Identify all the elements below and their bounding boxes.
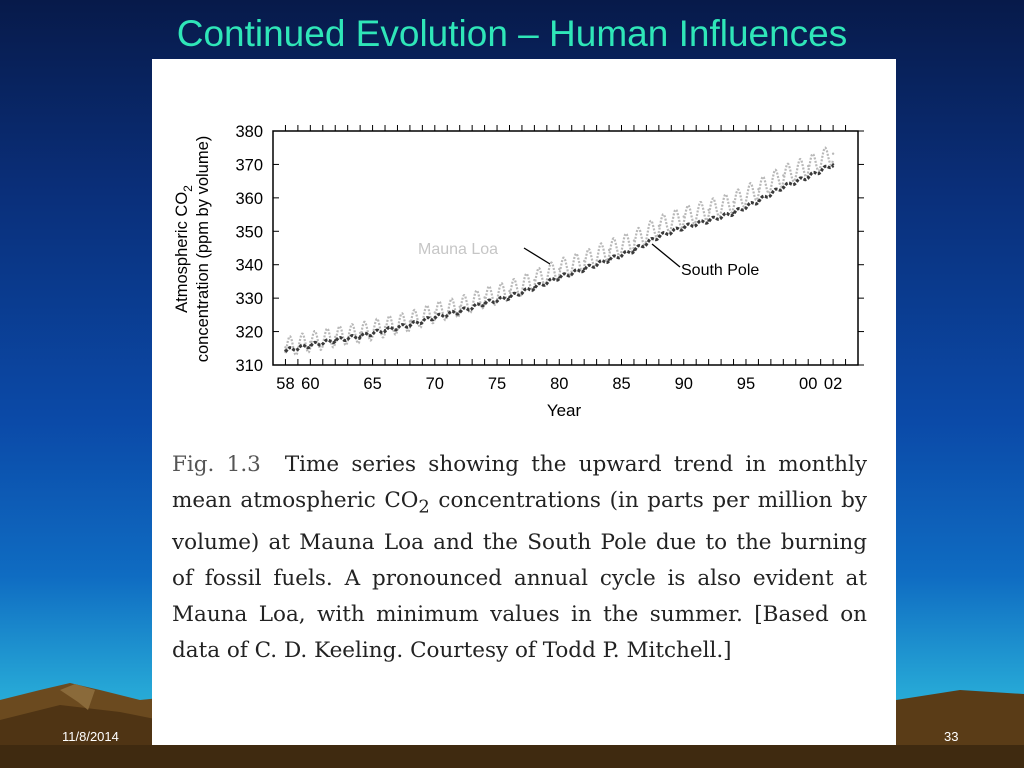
caption-text-part2: concentrations (in parts per million by volume) at Mauna Loa and the South Pole due to the burning of fossil fuels. A pronounced annual cycle is also evident at Mauna Loa, with minimum values in the summer. [Based on data of C. D. Keeling. Courtesy of Todd P. Mitchell.] <box>172 488 867 664</box>
series-point <box>732 201 734 203</box>
series-point <box>459 306 461 308</box>
series-point <box>359 335 361 337</box>
y-tick-label: 330 <box>235 290 263 309</box>
series-point <box>533 286 535 288</box>
footer-date: 11/8/2014 <box>62 729 119 744</box>
series-point <box>384 329 386 331</box>
footer-page-number: 33 <box>944 729 959 744</box>
series-point <box>334 339 336 341</box>
caption-text-part1: Time series showing the upward trend in monthly mean atmospheric CO <box>172 452 867 513</box>
x-tick-label: 00 <box>799 375 818 393</box>
x-axis-tick-labels <box>276 375 842 393</box>
x-tick-label: 60 <box>301 375 320 393</box>
series-point <box>359 332 361 334</box>
x-axis-label: Year <box>546 401 582 420</box>
series-point <box>409 324 411 326</box>
series-point <box>807 165 809 167</box>
series-point <box>483 296 485 298</box>
y-tick-label: 380 <box>235 123 263 141</box>
mauna-loa-leader-line <box>524 248 550 264</box>
x-tick-label: 58 <box>276 375 295 393</box>
series-point <box>434 316 436 318</box>
series-point <box>334 336 336 338</box>
y-axis-label <box>173 136 212 363</box>
series-point <box>658 225 660 227</box>
plot-frame <box>273 131 858 365</box>
x-tick-label: 70 <box>425 375 444 393</box>
series-point <box>608 259 610 261</box>
x-tick-label: 90 <box>674 375 693 393</box>
figure-panel <box>152 59 896 745</box>
y-tick-label: 340 <box>235 256 263 275</box>
series-point <box>533 279 535 281</box>
series-point <box>608 249 610 251</box>
series-point <box>683 226 685 228</box>
series-point <box>459 310 461 312</box>
south-pole-leader-line <box>652 244 680 267</box>
series-point <box>707 209 709 211</box>
series-point <box>309 341 311 343</box>
y-axis-label-line2: concentration (ppm by volume) <box>194 135 212 363</box>
co2-time-series-chart <box>152 59 896 439</box>
y-axis-tick-labels <box>235 123 263 375</box>
x-tick-label: 85 <box>612 375 631 393</box>
series-point <box>558 276 560 278</box>
series-point <box>832 153 834 155</box>
y-tick-label: 320 <box>235 323 263 342</box>
series-point <box>384 326 386 328</box>
series-point <box>807 176 809 178</box>
series-point <box>782 174 784 176</box>
series-point <box>658 235 660 237</box>
series-point <box>483 302 485 304</box>
y-axis-label-subscript: 2 <box>181 185 195 192</box>
x-tick-label: 80 <box>550 375 569 393</box>
figure-caption <box>172 447 867 669</box>
series-line-south-pole <box>285 166 833 352</box>
series-line-mauna-loa <box>285 148 833 355</box>
series-point <box>409 320 411 322</box>
series-point <box>683 215 685 217</box>
y-tick-label: 370 <box>235 156 263 175</box>
series-point <box>583 268 585 270</box>
caption-label: Fig. 1.3 <box>172 452 261 477</box>
series-point <box>832 163 834 165</box>
series-point <box>707 219 709 221</box>
svg-text:Atmospheric CO2 <box>173 185 195 313</box>
caption-subscript: 2 <box>418 496 430 518</box>
x-axis-ticks <box>285 125 845 365</box>
series-point <box>508 296 510 298</box>
series-point <box>633 249 635 251</box>
slide-title: Continued Evolution – Human Influences <box>176 13 848 54</box>
y-axis-label-line1: Atmospheric CO <box>173 191 191 313</box>
x-tick-label: 95 <box>736 375 756 393</box>
south-pole-label: South Pole <box>681 262 760 279</box>
series-point <box>757 200 759 202</box>
series-point <box>757 188 759 190</box>
x-tick-label: 02 <box>823 375 843 393</box>
series-point <box>434 311 436 313</box>
series-point <box>284 349 286 351</box>
y-tick-label: 350 <box>235 223 263 242</box>
series-point <box>583 260 585 262</box>
y-tick-label: 360 <box>235 189 263 208</box>
y-axis-ticks <box>273 131 864 365</box>
series-point <box>782 186 784 188</box>
series-point <box>284 346 286 348</box>
y-tick-label: 310 <box>235 357 263 375</box>
mauna-loa-annotation <box>418 241 550 264</box>
x-tick-label: 65 <box>363 375 382 393</box>
series-point <box>309 344 311 346</box>
series-point <box>508 290 510 292</box>
series-point <box>558 268 560 270</box>
south-pole-annotation <box>652 244 759 279</box>
series-point <box>732 212 734 214</box>
mauna-loa-label: Mauna Loa <box>418 241 499 258</box>
series-point <box>633 239 635 241</box>
x-tick-label: 75 <box>487 375 507 393</box>
series-layer <box>284 148 834 355</box>
